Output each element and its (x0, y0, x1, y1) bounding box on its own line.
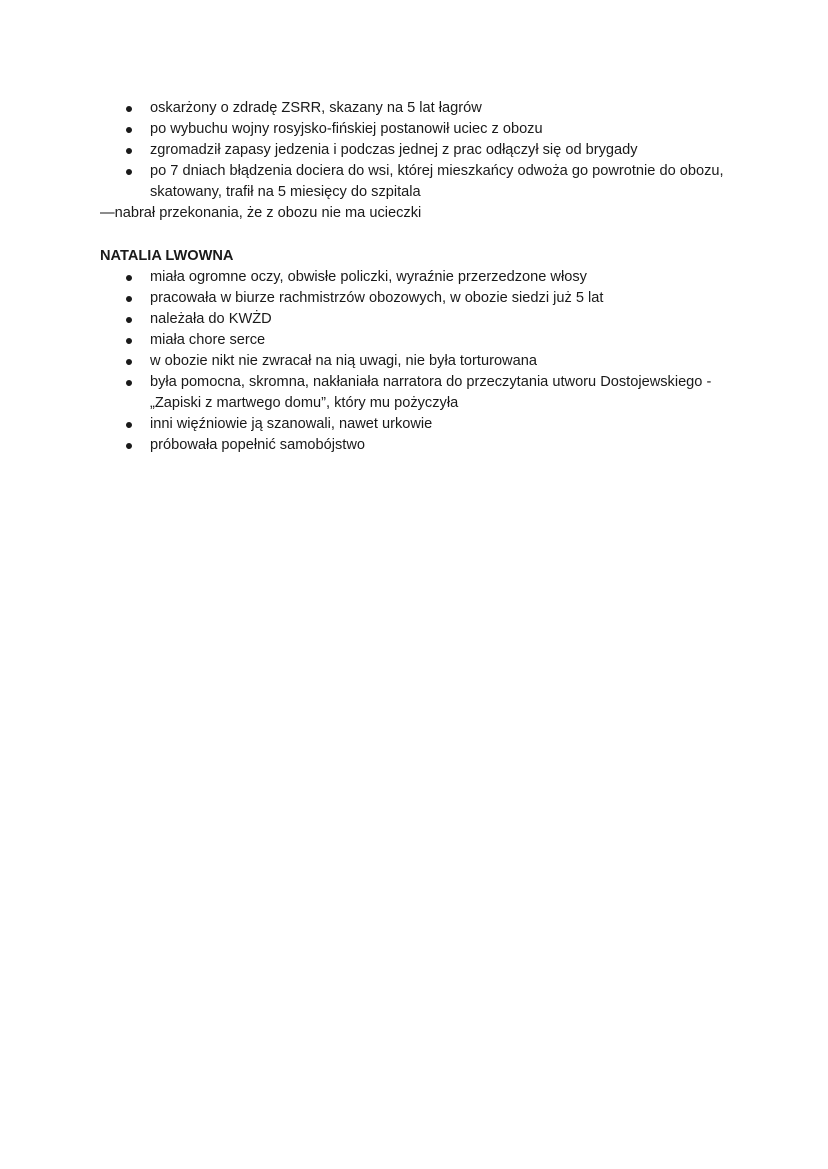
list-item: należała do KWŻD (100, 309, 740, 330)
list-item: w obozie nikt nie zwracał na nią uwagi, nie była torturowana (100, 351, 740, 372)
natalia-facts-list (100, 267, 740, 456)
list-item: pracowała w biurze rachmistrzów obozowych, w obozie siedzi już 5 lat (100, 288, 740, 309)
conclusion-note: —nabrał przekonania, że z obozu nie ma ucieczki (100, 205, 422, 221)
list-item: oskarżony o zdradę ZSRR, skazany na 5 lat łagrów (100, 98, 740, 119)
list-item: miała chore serce (100, 330, 740, 351)
list-item: po wybuchu wojny rosyjsko-fińskiej postanowił uciec z obozu (100, 119, 740, 140)
list-item: po 7 dniach błądzenia dociera do wsi, której mieszkańcy odwoża go powrotnie do obozu, skatowany, trafił na 5 miesięcy do szpitala (100, 161, 740, 203)
list-item: była pomocna, skromna, nakłaniała narratora do przeczytania utworu Dostojewskiego - „Zapiski z martwego domu”, który mu pożyczyła (100, 372, 740, 414)
section-heading: NATALIA LWOWNA (100, 248, 234, 264)
prisoner-facts-list (100, 98, 740, 203)
list-item: zgromadził zapasy jedzenia i podczas jednej z prac odłączył się od brygady (100, 140, 740, 161)
list-item: próbowała popełnić samobójstwo (100, 435, 740, 456)
list-item: miała ogromne oczy, obwisłe policzki, wyraźnie przerzedzone włosy (100, 267, 740, 288)
list-item: inni więźniowie ją szanowali, nawet urkowie (100, 414, 740, 435)
